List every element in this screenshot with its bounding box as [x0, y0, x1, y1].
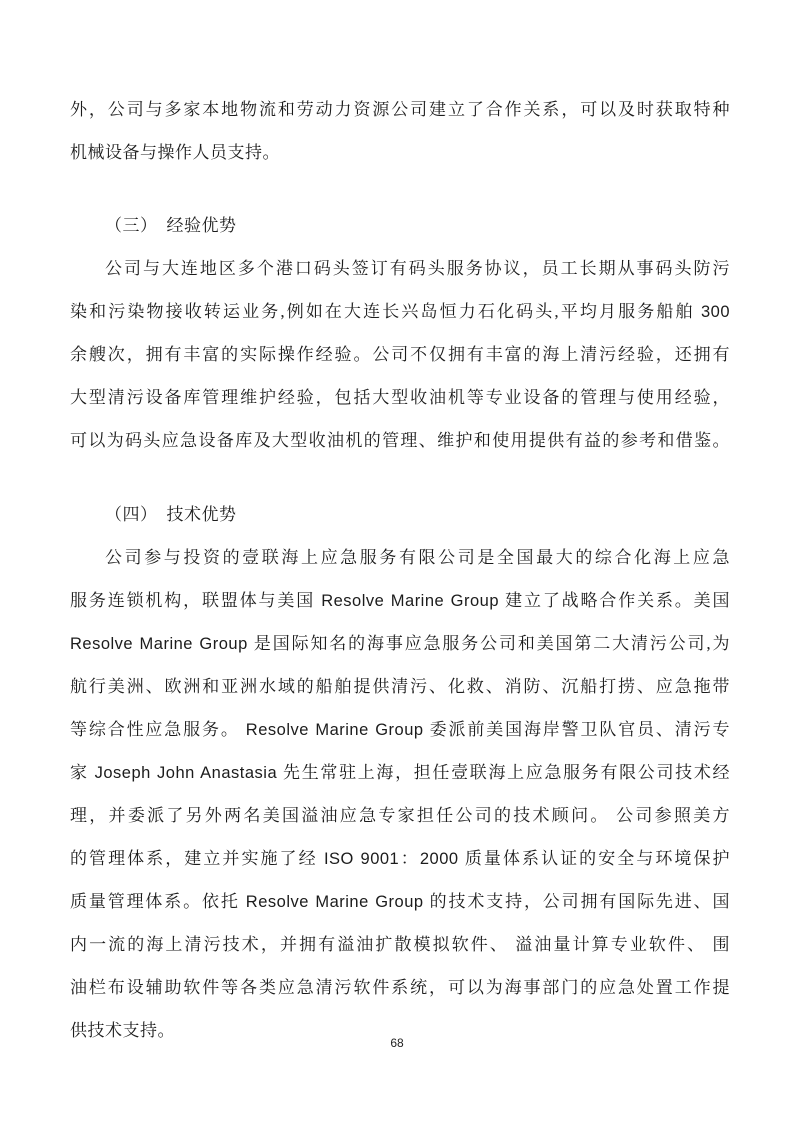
paragraph-technology-advantage-line: 内一流的海上清污技术，并拥有溢油扩散模拟软件、 溢油量计算专业软件、 围 — [70, 935, 730, 954]
document-body — [70, 88, 730, 1052]
paragraph-technology-advantage-line: Resolve Marine Group 是国际知名的海事应急服务公司和美国第二大清污公司,为 — [70, 634, 730, 653]
latin-text-run: 2000 — [419, 850, 459, 868]
paragraph-technology-advantage-line: 的管理体系，建立并实施了经 ISO 9001：2000 质量体系认证的安全与环境保护 — [70, 849, 730, 868]
heading-section-4-technology: （四） 技术优势 — [105, 505, 237, 524]
paragraph-cooperation-continued-line: 机械设备与操作人员支持。 — [70, 143, 280, 162]
paragraph-technology-advantage-line: 公司参与投资的壹联海上应急服务有限公司是全国最大的综合化海上应急 — [105, 548, 730, 567]
paragraph-technology-advantage-line: 航行美洲、欧洲和亚洲水域的船舶提供清污、化救、消防、沉船打捞、应急拖带 — [70, 677, 730, 696]
paragraph-technology-advantage-line: 质量管理体系。依托 Resolve Marine Group 的技术支持，公司拥有国际先进、国 — [70, 892, 730, 911]
page-number: 68 — [390, 1036, 404, 1050]
latin-text-run: Joseph John Anastasia — [94, 764, 278, 782]
paragraph-technology-advantage-line: 家 Joseph John Anastasia 先生常驻上海，担任壹联海上应急服务有限公司技术经 — [70, 763, 730, 782]
latin-text-run: Resolve Marine Group — [321, 592, 499, 610]
paragraph-cooperation-continued-line: 外，公司与多家本地物流和劳动力资源公司建立了合作关系，可以及时获取特种 — [70, 100, 730, 119]
latin-text-run: Resolve Marine Group — [245, 721, 424, 739]
latin-text-run: Resolve Marine Group — [245, 893, 424, 911]
latin-text-run: 300 — [700, 303, 730, 321]
paragraph-technology-advantage-line: 油栏布设辅助软件等各类应急清污软件系统，可以为海事部门的应急处置工作提 — [70, 978, 730, 997]
paragraph-technology-advantage-line: 等综合性应急服务。 Resolve Marine Group 委派前美国海岸警卫队官员、清污专 — [70, 720, 730, 739]
paragraph-technology-advantage-line: 理，并委派了另外两名美国溢油应急专家担任公司的技术顾问。 公司参照美方 — [70, 806, 730, 825]
paragraph-experience-advantage-line: 余艘次，拥有丰富的实际操作经验。公司不仅拥有丰富的海上清污经验，还拥有 — [70, 345, 730, 364]
paragraph-experience-advantage-line: 染和污染物接收转运业务,例如在大连长兴岛恒力石化码头,平均月服务船舶 300 — [70, 302, 730, 321]
paragraph-experience-advantage-line: 公司与大连地区多个港口码头签订有码头服务协议，员工长期从事码头防污 — [105, 259, 730, 278]
paragraph-experience-advantage-line: 可以为码头应急设备库及大型收油机的管理、维护和使用提供有益的参考和借鉴。 — [70, 431, 730, 450]
heading-section-3-experience: （三） 经验优势 — [105, 216, 237, 235]
page-footer — [0, 1034, 794, 1052]
paragraph-technology-advantage-line: 供技术支持。 — [70, 1021, 175, 1040]
paragraph-experience-advantage-line: 大型清污设备库管理维护经验，包括大型收油机等专业设备的管理与使用经验， — [70, 388, 730, 407]
paragraph-technology-advantage-line: 服务连锁机构，联盟体与美国 Resolve Marine Group 建立了战略合作关系。美国 — [70, 591, 730, 610]
latin-text-run: Resolve Marine Group — [70, 635, 248, 653]
latin-text-run: ISO 9001 — [323, 850, 400, 868]
